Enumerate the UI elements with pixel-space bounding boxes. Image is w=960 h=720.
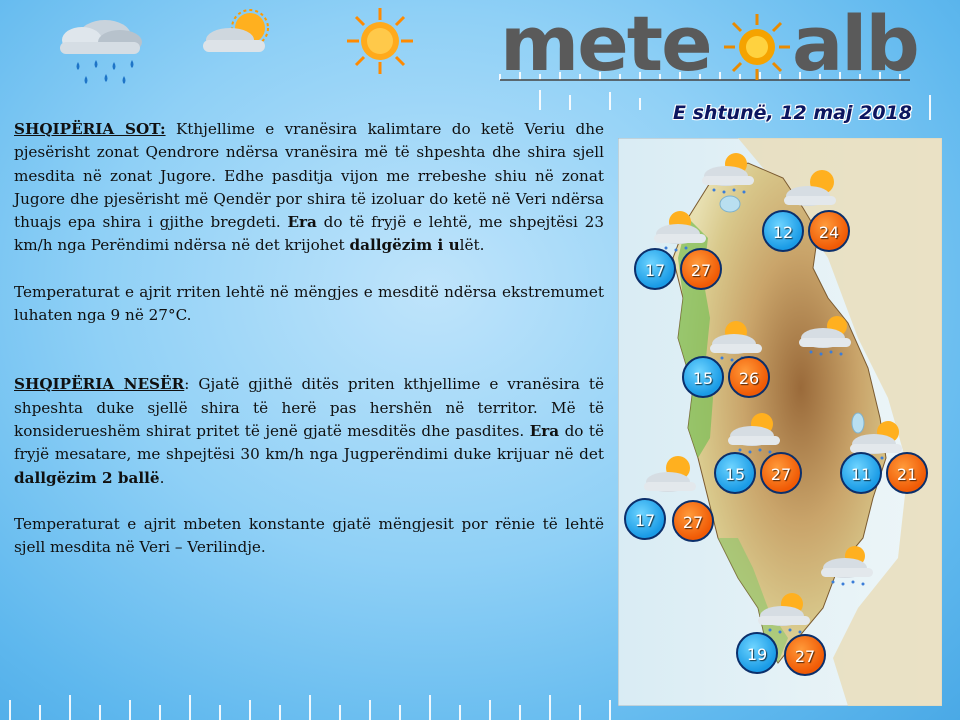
today-text-c: lët. <box>459 236 485 255</box>
max-temp-badge: 27 <box>784 634 826 676</box>
max-temp-badge: 27 <box>680 248 722 290</box>
today-wind-word: Era <box>287 213 317 232</box>
min-temp-badge: 11 <box>840 452 882 494</box>
max-temp-badge: 27 <box>672 500 714 542</box>
today-paragraph <box>14 118 604 258</box>
partly-cloudy-icon <box>195 8 285 58</box>
min-temp-badge: 17 <box>634 248 676 290</box>
tomorrow-text-a: : Gjatë gjithë ditës priten kthjellime e vranësira të shpeshta duke sjellë shira të herë pas hershën në territor. Më të konsiderueshëm shirat pritet të jenë gjatë mesditës dhe pasdites. <box>14 375 604 440</box>
cloud-sun-rain-icon <box>696 150 760 196</box>
min-temp-badge: 15 <box>682 356 724 398</box>
cloud-sun-rain-icon <box>752 590 816 636</box>
cloud-sun-rain-icon <box>722 410 786 456</box>
min-temp-badge: 15 <box>714 452 756 494</box>
forecast-text <box>14 118 604 559</box>
cloud-sun-icon <box>640 454 704 500</box>
max-temp-badge: 24 <box>808 210 850 252</box>
today-temperature-paragraph: Temperaturat e ajrit rriten lehtë në mëngjes e mesditë ndërsa ekstremumet luhaten nga 9 në 27°C. <box>14 282 604 325</box>
max-temp-badge: 21 <box>886 452 928 494</box>
tomorrow-text-b: do të fryjë mesatare, me shpejtësi 30 km/h nga Jugperëndimi duke krijuar në det <box>14 421 604 464</box>
tomorrow-waves: dallgëzim 2 ballë <box>14 468 160 487</box>
tomorrow-text-c: . <box>159 468 165 487</box>
logo-sun-icon <box>722 12 792 82</box>
cloud-sun-icon <box>780 168 844 214</box>
tomorrow-paragraph <box>14 373 604 489</box>
cloud-sun-rain-icon <box>795 312 859 358</box>
today-text-b: do të fryjë e lehtë, me shpejtësi 23 km/h nga Perëndimi ndërsa në det krijohet <box>14 213 604 255</box>
today-heading: SHQIPËRIA SOT: <box>14 120 166 138</box>
max-temp-badge: 26 <box>728 356 770 398</box>
today-text-a: Kthjellime e vranësira kalimtare do ketë Veriu dhe pjesërisht zonat Qendrore ndërsa vranësira më të shpeshta dhe shira sjell mesdita në zonat Jugore. Edhe pasditja vijon me rrebeshe shiu në zonat Jugore dhe pjesërisht më Qendër por shira të izoluar do ketë në Veri ndërsa thuajs epa shira i gjithe bregdeti. <box>14 120 604 232</box>
min-temp-badge: 17 <box>624 498 666 540</box>
today-waves: dallgëzim i u <box>349 236 460 255</box>
logo <box>500 0 920 88</box>
logo-text-right: alb <box>792 0 918 88</box>
cloud-sun-rain-icon <box>815 542 879 588</box>
tomorrow-temperature-paragraph: Temperaturat e ajrit mbeten konstante gjatë mëngjesit por rënie të lehtë sjell mesdita në Veri – Verilindje. <box>14 514 604 557</box>
sun-icon <box>345 6 415 76</box>
rain-cloud-icon <box>50 8 150 93</box>
cloud-sun-rain-icon <box>704 318 768 364</box>
min-temp-badge: 19 <box>736 632 778 674</box>
tomorrow-wind-word: Era <box>529 421 560 440</box>
logo-text-left: mete <box>500 0 711 88</box>
tomorrow-heading: SHQIPËRIA NESËR <box>14 375 185 394</box>
min-temp-badge: 12 <box>762 210 804 252</box>
forecast-date: E shtunë, 12 maj 2018 <box>673 102 912 124</box>
max-temp-badge: 27 <box>760 452 802 494</box>
